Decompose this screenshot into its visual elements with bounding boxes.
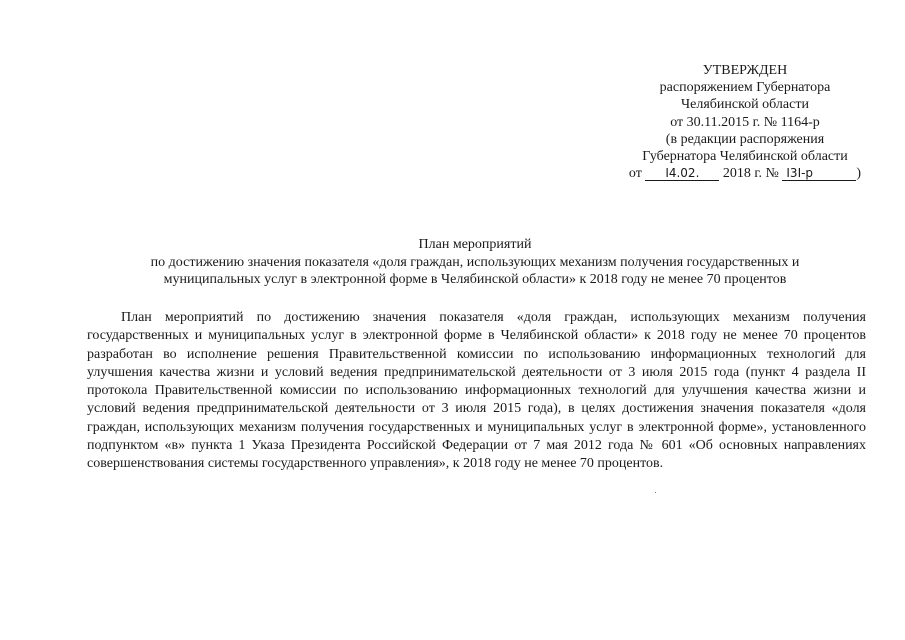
approval-status: УТВЕРЖДЕН: [702, 63, 788, 78]
approval-line-5: Губернатора Челябинской области: [642, 149, 848, 165]
year-part: 2018 г. №: [722, 166, 779, 182]
date-value: I4.02.: [645, 166, 719, 181]
approval-line-3: от 30.11.2015 г. № 1164-р: [670, 114, 820, 130]
approval-line-2: Челябинской области: [681, 97, 809, 113]
document-title: [70, 236, 880, 289]
body-paragraph: План мероприятий по достижению значения показателя «доля граждан, использующих механизм получения государственных и муниципальных услуг в электронной форме в Челябинской области» к 2018 году не менее 70 процентов разработан во исполнение решения Правительственной комиссии по использованию информационных технологий для улучшения качества жизни и условий ведения предпринимательской деятельности от 3 июля 2015 года (пункт 4 раздела II протокола Правительственной комиссии по использованию информационных технологий для улучшения качества жизни и условий ведения предпринимательской деятельности от 3 июля 2015 года), в целях достижения значения показателя «доля граждан, использующих механизм получения государственных и муниципальных услуг в электронной форме», установленного подпунктом «в» пункта 1 Указа Президента Российской Федерации от 7 мая 2012 года № 601 «Об основных направлениях совершенствования системы государственного управления», к 2018 году не менее 70 процентов.: [87, 310, 866, 472]
scan-speck: [655, 492, 656, 493]
number-value: I3I-р: [782, 166, 856, 181]
approval-date-line: [600, 165, 890, 182]
title-line-1: План мероприятий: [418, 237, 532, 252]
closing-paren: ): [856, 166, 862, 182]
approval-line-1: распоряжением Губернатора: [659, 80, 831, 96]
title-line-3: муниципальных услуг в электронной форме в Челябинской области» к 2018 году не менее 70 процентов: [163, 272, 787, 287]
approval-line-4: (в редакции распоряжения: [665, 131, 825, 147]
title-line-2: по достижению значения показателя «доля граждан, использующих механизм получения государственных и: [150, 254, 800, 270]
date-prefix: от: [628, 166, 642, 182]
approval-block: [600, 62, 890, 182]
